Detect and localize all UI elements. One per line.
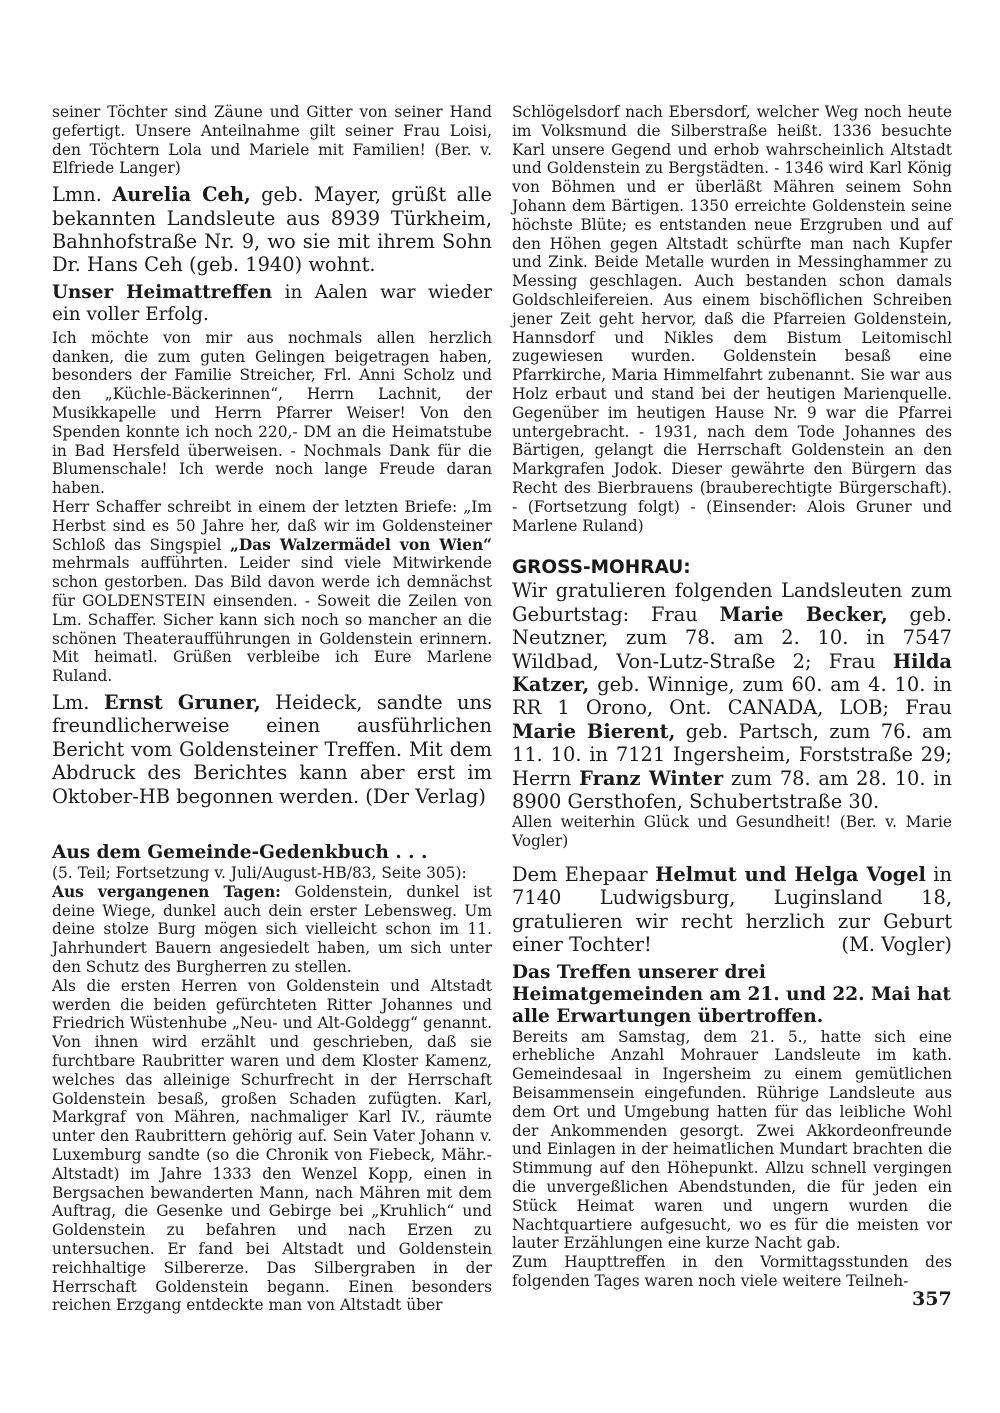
name-bold: Aurelia Ceh, — [112, 183, 251, 207]
paragraph-thanks-helpers: Ich möchte von mir aus nochmals allen herzlich danken, die zum guten Gelingen beigetragen haben, besonders der Familie Streicher, Frl. Anni Scholz und den „Küchle-Bäckerinnen“, Herrn Lachnit, der Musikkapelle und Herrn Pfarrer Weiser! Von den Spenden konnte ich noch 220,- DM an die Heimatstube in Bad Hersfeld überweisen. - Nochmals Dank für die Blumenschale! Ich werde noch lange Freude daran haben. — [52, 328, 492, 498]
name-bold: Marie Bierent, — [512, 719, 676, 743]
text: Lm. — [52, 690, 104, 714]
heading-treffen: Das Treffen unserer drei Heimatgemeinden am 21. und 22. Mai hat alle Erwartungen übertroffen. — [512, 961, 951, 1027]
heading-gedenkbuch: Aus dem Gemeinde-Gedenkbuch . . . — [52, 841, 428, 863]
paragraph-history-continued: Schlögelsdorf nach Ebersdorf, welcher Weg noch heute im Volksmund die Silberstraße heißt. 1336 besuchte Karl unsere Gegend und erhob wahrscheinlich Altstadt und Goldenstein zu Bergstädten. - 1346 wird Karl König von Böhmen und er überläßt Mähren seinem Sohn Johann dem Bärtigen. 1350 erreichte Goldenstein seine höchste Blüte; es entstanden neue Erzgruben und auf den Höhen gegen Altstadt schürfte man nach Kupfer und Zink. Beide Metalle wurden in Messinghammer zu Messing geschlagen. Auch bestanden schon damals Goldschleifereien. Aus einem bischöflichen Schreiben jener Zeit geht hervor, daß die Pfarreien Goldenstein, Hannsdorf und Nikles dem Bistum Leitomischl zugewiesen wurden. Goldenstein besaß eine Pfarrkirche, Maria Himmelfahrt zubenannt. Sie war aus Holz erbaut und stand bei der heutigen Marienquelle. Gegenüber im heutigen Hause Nr. 9 war die Pfarrei untergebracht. - 1931, nach dem Tode Johannes des Bärtigen, gelangt die Herrschaft Goldenstein an den Markgrafen Jodok. Dieser gewährte den Bürgern das Recht des Bierbrauens (brauberechtigte Bürgerschaft). - (Fortsetzung folgt) - (Einsender: Alois Gruner und Marlene Ruland) — [512, 103, 952, 535]
paragraph-heimattreffen — [52, 282, 492, 326]
signature: (M. Vogler) — [841, 933, 952, 957]
paragraph-wishes: Allen weiterhin Glück und Gesundheit! (Ber. v. Marie Vogler) — [512, 813, 952, 851]
text: geb. Mayer, grüßt alle bekannten Landsleute aus 8939 Türkheim, Bahnhofstraße Nr. 9, wo sie mit ihrem Sohn Dr. Hans Ceh (geb. 1940) wohnt. — [52, 183, 492, 277]
text: Lmn. — [52, 183, 113, 207]
left-column — [52, 103, 492, 1315]
paragraph-treffen-report: Bereits am Samstag, dem 21. 5., hatte sich eine erhebliche Anzahl Mohrauer Landsleute im kath. Gemeindesaal in Ingersheim zu einem gemütlichen Beisammensein eingefunden. Rührige Landsleute aus dem Ort und Umgebung hatten für das leibliche Wohl der Ankommenden gesorgt. Zwei Akkordeonfreunde und Einlagen in der heimatlichen Mundart brachten die Stimmung auf den Höhepunkt. Allzu schnell vergingen die unvergeßlichen Abendstunden, die für jeden ein Stück Heimat waren und ungern wurden die Nachtquartiere aufgesucht, wo es für die meisten vor lauter Erzählungen eine kurze Nacht gab. — [512, 1027, 952, 1253]
paragraph-birthdays — [512, 579, 952, 813]
text: Wir gratulieren folgenden Landsleuten zum Geburtstag: Frau — [512, 579, 952, 626]
paragraph-aurelia-ceh — [52, 183, 492, 277]
name-bold: Hilda Katzer, — [512, 649, 952, 696]
text: zum 78. am 28. 10. in 8900 Gersthofen, Schubertstraße 30. — [512, 766, 953, 813]
paragraph-vergangene-tage — [52, 883, 492, 977]
text: Goldenstein, dunkel ist deine Wiege, dunkel auch dein erster Lebensweg. Um deine stolze Burg mögen sich vielleicht schon im 11. Jahrhundert Bauern angesiedelt haben, um sich unter den Schutz des Burgherren zu stellen. — [52, 882, 492, 976]
text: geb. Neutzner, zum 78. am 2. 10. in 7547 Wildbad, Von-Lutz-Straße 2; Frau — [512, 602, 952, 673]
paragraph-thanks-family: seiner Töchter sind Zäune und Gitter von seiner Hand gefertigt. Unsere Anteilnahme gilt seiner Frau Loisi, den Töchtern Lola und Mariele mit Familien! (Ber. v. Elfriede Langer) — [52, 103, 492, 178]
text: in Aalen war wieder ein voller Erfolg. — [52, 281, 492, 325]
paragraph-fortsetzung: (5. Teil; Fortsetzung v. Juli/August-HB/83, Seite 305): — [52, 863, 467, 882]
heading-gross-mohrau: GROSS-MOHRAU: — [512, 557, 691, 579]
text: in 7140 Ludwigsburg, Luginsland 18, gratulieren wir recht herzlich zur Geburt einer Tochter! — [512, 862, 952, 957]
text: Heideck, sandte uns freundlicherweise einen ausführlichen Bericht vom Goldensteiner Treffen. Mit dem Abdruck des Berichtes kann aber erst im Oktober-HB begonnen werden. (Der Verlag) — [52, 690, 492, 808]
name-bold: Ernst Gruner, — [103, 690, 261, 714]
text: geb. Partsch, zum 76. am 11. 10. in 7121 Ingersheim, Forststraße 29; Herrn — [512, 719, 952, 790]
lead-bold: Unser Heimattreffen — [52, 281, 273, 303]
text: mehrmals aufführten. Leider sind viele Mitwirkende schon gestorben. Das Bild davon werde ich demnächst für GOLDENSTEIN einsenden. - Soweit die Zeilen von Lm. Schaffer. Sicher kann sich noch so mancher an die schönen Theateraufführungen in Goldenstein erinnern. Mit heimatl. Grüßen verbleibe ich Eure Marlene Ruland. — [52, 554, 492, 686]
text: Dem Ehepaar — [512, 862, 656, 886]
name-bold: Franz Winter — [579, 766, 724, 790]
name-bold: Helmut und Helga Vogel — [655, 862, 926, 886]
lead-bold: Aus vergangenen Tagen: — [52, 882, 281, 901]
right-column — [512, 103, 952, 1291]
paragraph-vogel-birth — [512, 863, 952, 957]
paragraph-history: Als die ersten Herren von Goldenstein und Altstadt werden die beiden gefürchteten Ritter Johannes und Friedrich Wüstenhube „Neu- und Alt-Goldegg“ genannt. Von ihnen wird erzählt und geschrieben, daß sie furchtbare Raubritter waren und dem Kloster Kamenz, welches das alleinige Schurfrecht in der Herrschaft Goldenstein besaß, großen Schaden zufügten. Karl, Markgraf von Mähren, nachmaliger Karl IV., räumte unter den Raubrittern gehörig auf. Sein Vater Johann v. Luxemburg sandte (so die Chronik von Fiebeck, Mähr.-Altstadt) im Jahre 1333 den Wenzel Kopp, einen in Bergsachen bewanderten Mann, nach Mähren mit dem Auftrag, die Gesenke und Gebirge bei „Kruhlich“ und Goldenstein zu befahren und nach Erzen zu untersuchen. Er fand bei Altstadt und Goldenstein reichhaltige Silbererze. Das Silbergraben in der Herrschaft Goldenstein begann. Einen besonders reichen Erzgang entdeckte man von Altstadt über — [52, 976, 492, 1315]
text: geb. Winnige, zum 60. am 4. 10. in RR 1 Orono, Ont. CANADA, LOB; Frau — [512, 672, 952, 720]
paragraph-haupttreffen: Zum Haupttreffen in den Vormittagsstunden des folgenden Tages waren noch viele weitere Teilneh- — [512, 1253, 952, 1290]
paragraph-schaffer-letter — [52, 498, 492, 686]
text: Herr Schaffer schreibt in einem der letzten Briefe: „Im Herbst sind es 50 Jahre her, daß wir im Goldensteiner Schloß das Singspiel — [52, 497, 492, 554]
name-bold: Marie Becker, — [719, 602, 888, 626]
page-number: 357 — [912, 1288, 952, 1310]
paragraph-ernst-gruner — [52, 691, 492, 808]
title-bold: „Das Walzermädel von Wien“ — [230, 535, 492, 554]
